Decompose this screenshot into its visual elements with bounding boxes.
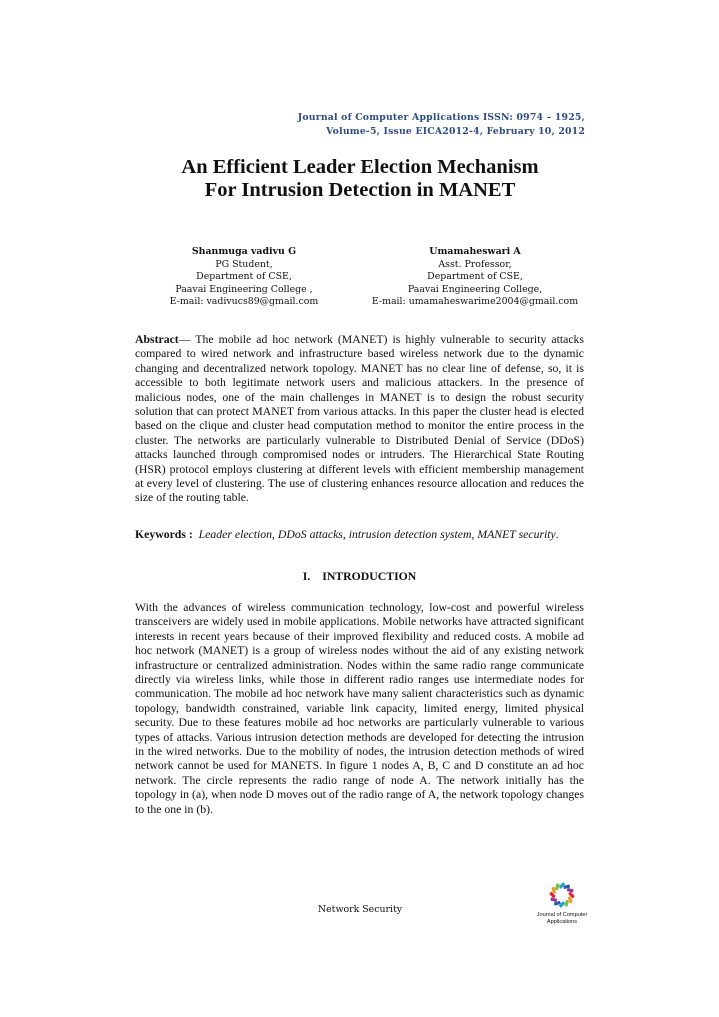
author-department: Department of CSE, — [427, 271, 523, 283]
section-number: I. — [302, 570, 311, 583]
keywords — [135, 528, 584, 542]
paper-title-line-2: For Intrusion Detection in MANET — [204, 179, 516, 201]
section-heading — [135, 570, 584, 583]
author-name: Shanmuga vadivu G — [191, 246, 297, 257]
abstract — [135, 333, 584, 506]
abstract-text: The mobile ad hoc network (MANET) is highly vulnerable to security attacks compared to wired network and infrastructure based wireless network due to the dynamic changing and decentralized network topology. MANET has no clear line of defense, so, it is accessible to both legitimate network users and malicious attackers. In the presence of malicious nodes, one of the main challenges in MANET is to design the robust security solution that can protect MANET from various attacks. In this paper the cluster head is elected based on the clique and cluster head computation method to monitor the entire process in the cluster. The networks are particularly vulnerable to Distributed Denial of Service (DDoS) attacks launched through compromised nodes or intruders. The Hierarchical State Routing (HSR) protocol employs clustering at different levels with efficient membership management at every level of clustering. The use of clustering enhances resource allocation and reduces the size of the routing table. — [135, 333, 584, 505]
author-department: Department of CSE, — [196, 271, 292, 283]
introduction-paragraph: With the advances of wireless communication technology, low-cost and powerful wireless transceivers are widely used in mobile applications. Mobile networks have attracted significant interests in recent years because of their improved flexibility and reduced costs. A mobile ad hoc network (MANET) is a group of wireless nodes without the aid of any existing network infrastructure or centralized administration. Nodes within the same radio range communicate directly via wireless links, while those in different radio ranges use intermediate nodes for communication. The mobile ad hoc network have many salient characteristics such as dynamic topology, bandwidth constrained, variable link capacity, limited energy, limited physical security. Due to these features mobile ad hoc networks are particularly vulnerable to various types of attacks. Various intrusion detection methods are developed for detecting the intrusion in the wired networks. Due to the mobility of nodes, the intrusion detection methods of wired network cannot be used for MANETS. In figure 1 nodes A, B, C and D constitute an ad hoc network. The circle represents the radio range of node A. The network initially has the topology in (a), when node D moves out of the radio range of A, the network topology changes to the one in (b). — [135, 601, 584, 816]
journal-logo-icon — [547, 880, 577, 910]
journal-header-line-2: Volume-5, Issue EICA2012-4, February 10, 2012 — [326, 126, 585, 137]
keywords-end: . — [555, 528, 559, 541]
journal-logo-text — [530, 912, 594, 926]
author-role: Asst. Professor, — [438, 258, 512, 270]
author-institution: Paavai Engineering College , — [175, 283, 313, 295]
journal-logo — [530, 880, 594, 926]
abstract-label: Abstract — [135, 333, 179, 346]
journal-logo-text-line-1: Journal of Computer — [536, 912, 588, 918]
keywords-label: Keywords : — [135, 528, 193, 541]
author-role: PG Student, — [215, 258, 273, 270]
keywords-text: Leader election, DDoS attacks, intrusion detection system, MANET security — [198, 528, 556, 541]
paper-title-line-1: An Efficient Leader Election Mechanism — [181, 156, 539, 178]
section-title: INTRODUCTION — [322, 570, 417, 583]
abstract-dash: — — [178, 333, 196, 346]
journal-header-line-1: Journal of Computer Applications ISSN: 0974 – 1925, — [297, 112, 585, 123]
author-block-2 — [368, 246, 582, 309]
page-footer: Network Security — [317, 904, 403, 915]
paper-title — [140, 156, 580, 202]
journal-logo-text-line-2: Applications — [546, 918, 578, 925]
author-block-1 — [152, 246, 336, 309]
journal-header — [298, 111, 585, 139]
author-institution: Paavai Engineering College, — [407, 283, 543, 295]
author-email: E-mail: vadivucs89@gmail.com — [169, 296, 319, 308]
author-name: Umamaheswari A — [429, 246, 521, 257]
author-email: E-mail: umamaheswarime2004@gmail.com — [371, 296, 579, 308]
